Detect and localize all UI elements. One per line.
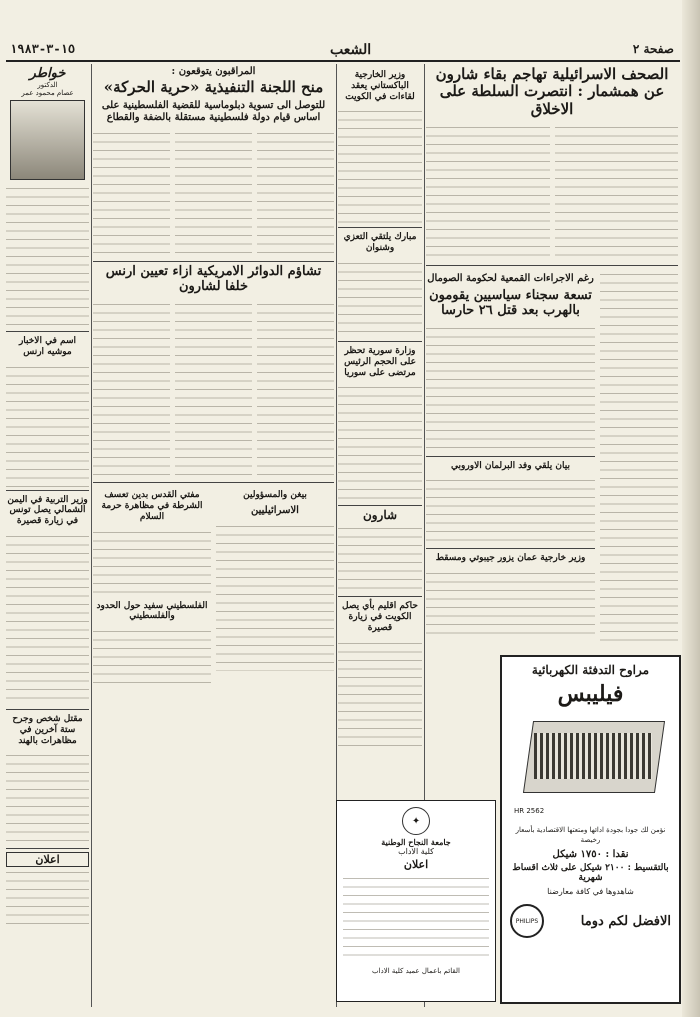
ad-brand: فيليبس — [557, 681, 624, 707]
notice-signature: القائم باعمال عميد كلية الاداب — [372, 967, 460, 975]
column-right — [426, 66, 678, 641]
begin-headline: الاسرائيليين — [251, 504, 299, 516]
plo-kicker: المراقبون يتوقعون : — [171, 66, 256, 77]
column-left — [6, 66, 89, 1006]
ad-text: نؤمن لك جودا بجودة ادائها ومتعتها الاقتصادية بأسعار رخيصة — [515, 826, 666, 844]
border-headline: الفلسطيني سفيد حول الحدود والفلسطيني — [96, 600, 208, 622]
india-headline: مقتل شخص وجرح ستة آخرين في مظاهرات بالهند — [12, 713, 83, 746]
lead-headline: الصحف الاسرائيلية تهاجم بقاء شارون عن همشمار : انتصرت السلطة على الاخلاق — [435, 66, 669, 118]
mufti-headline: مفتي القدس بدين تعسف الشرطة في مظاهرة حرمة السلام — [101, 490, 203, 522]
plo-subheadline: للتوصل الى تسوية دبلوماسية للقضية الفلسطينية على اساس قيام دولة فلسطينية مستقلة بالضفة والقطاع — [101, 100, 326, 124]
ad-slogan: الافضل لكم دوما — [580, 913, 671, 929]
faculty-name: كلية الاداب — [398, 847, 434, 856]
begin-kicker: بيغن والمسؤولين — [243, 490, 307, 501]
us-headline: تشاؤم الدوائر الامريكية ازاء تعيين ارنس خلفا لشارون — [105, 264, 322, 295]
column-second — [338, 66, 422, 826]
author-title: الدكتور — [37, 81, 58, 89]
ads-label: اعلان — [6, 852, 89, 867]
plo-headline: منح اللجنة التنفيذية «حرية الحركة» — [103, 78, 324, 96]
story2-headline: رغم الاجراءات القمعية لحكومة الصومال — [427, 272, 594, 284]
ad-title: مراوح التدفئة الكهربائية — [531, 663, 650, 677]
kuwait-headline: حاكم اقليم بأي يصل الكويت في زيارة قصيرة — [342, 601, 418, 633]
university-emblem-icon: ✦ — [402, 807, 430, 835]
university-notice — [336, 800, 496, 1002]
column-rule — [91, 64, 92, 1007]
story4-headline: وزير خارجية عمان يزور جيبوتي ومسقط — [435, 553, 586, 564]
header-rule — [6, 60, 680, 62]
pakistan-headline: وزير الخارجية الباكستاني يعقد لقاءات في الكويت — [345, 70, 415, 102]
ad-availability: شاهدوها في كافة معارضنا — [547, 887, 634, 896]
story2-subheadline: تسعة سجناء سياسيين يقومون بالهرب بعد قتل ٢٦ حارسا — [429, 287, 592, 318]
masthead: الشعب — [330, 42, 372, 58]
date: ١٥-٣-١٩٨٣ — [10, 42, 76, 56]
notice-title: اعلان — [403, 858, 429, 871]
syria-headline: وزارة سورية تحظر على الحجم الرئيس مرتضى على سوريا — [344, 345, 416, 378]
philips-logo: PHILIPS — [510, 904, 544, 938]
page-edge — [682, 0, 700, 1017]
column-title: خواطر — [29, 66, 66, 81]
page-label: صفحة ٢ — [632, 42, 674, 56]
heater-illustration — [510, 711, 671, 821]
arens-headline: اسم في الاخبار موشيه ارنس — [18, 336, 77, 357]
ad-price-installments: بالتقسيط : ٢١٠٠ شيكل على ثلاث اقساط شهرية — [512, 863, 669, 883]
ad-price-cash: نقدا : ١٧٥٠ شيكل — [552, 849, 629, 860]
story3-headline: بيان يلقي وفد البرلمان الاوروبي — [451, 460, 570, 471]
yemen-headline: وزير التربية في اليمن الشمالي يصل تونس في زيارة قصيرة — [7, 494, 88, 527]
university-name: جامعة النجاح الوطنية — [381, 837, 451, 847]
mubarak-headline: مبارك يلتقي التعزي وشنوان — [343, 232, 417, 254]
author-name: عصام محمود عمر — [21, 89, 74, 97]
sharon-headline: شارون — [362, 508, 398, 523]
column-third — [93, 66, 334, 786]
philips-ad — [500, 655, 681, 1004]
author-photo — [10, 100, 85, 180]
model-number: HR 2562 — [514, 807, 545, 815]
